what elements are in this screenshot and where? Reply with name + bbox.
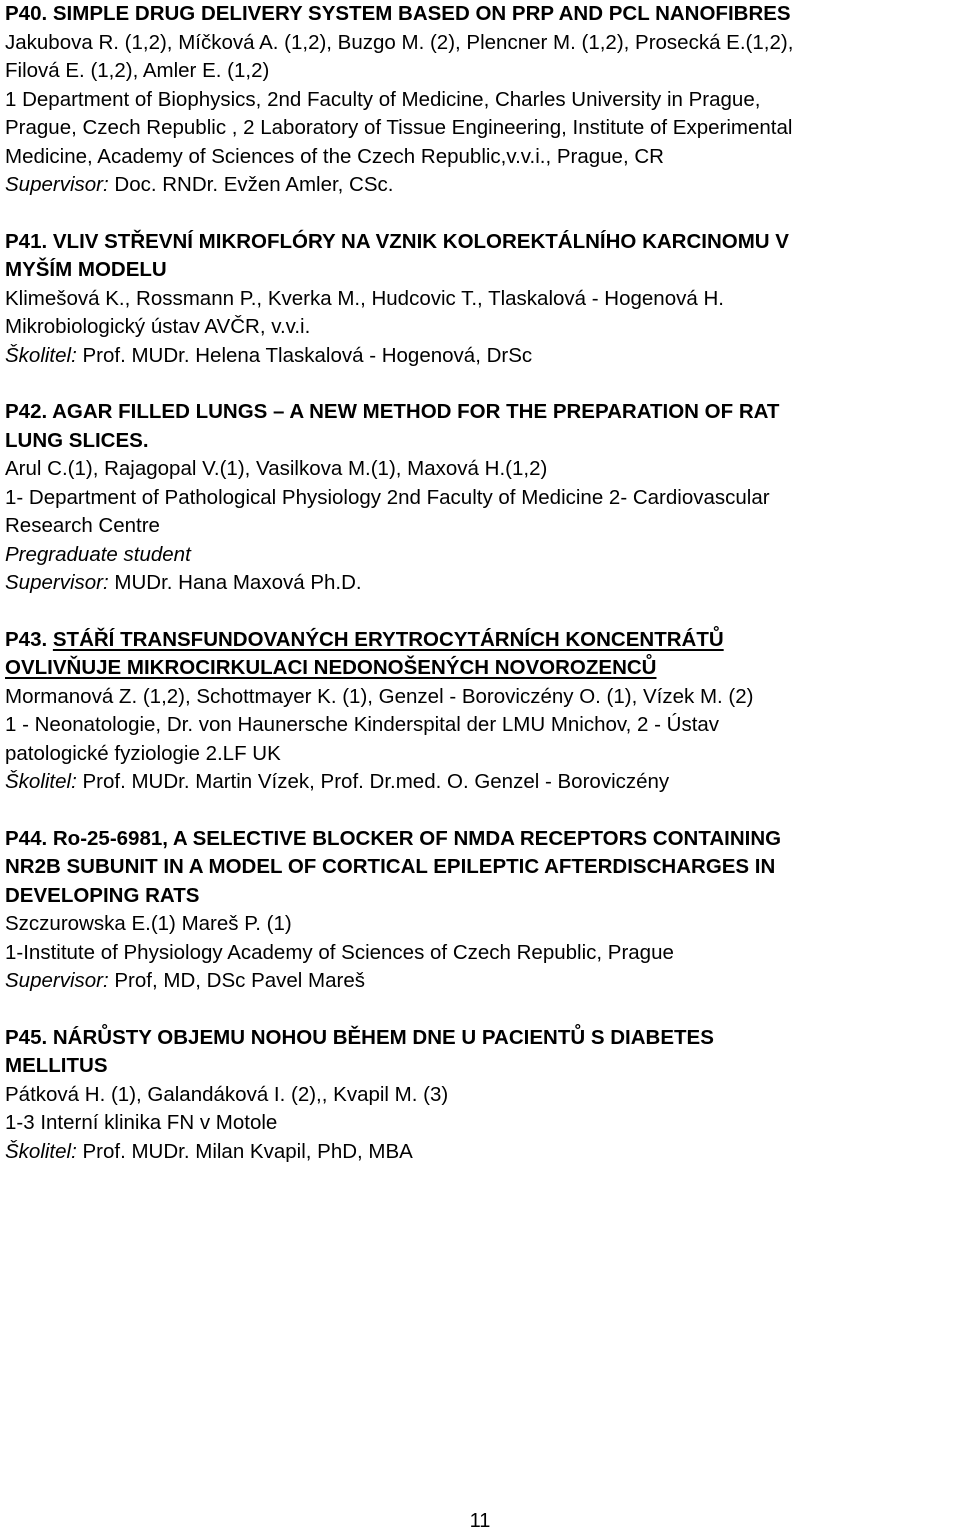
abstract-entry-p43	[5, 626, 957, 797]
entry-affiliation: Prague, Czech Republic , 2 Laboratory of Tissue Engineering, Institute of Experimental	[5, 116, 793, 139]
entry-code: P45.	[5, 1025, 48, 1049]
supervisor-label: Školitel:	[5, 770, 77, 793]
entry-supervisor	[5, 1138, 957, 1167]
entry-title-line: VLIV STŘEVNÍ MIKROFLÓRY NA VZNIK KOLOREKTÁLNÍHO KARCINOMU V	[52, 229, 789, 253]
abstract-list	[5, 0, 957, 1166]
entry-authors: Filová E. (1,2), Amler E. (1,2)	[5, 59, 270, 82]
entry-affiliation: 1 Department of Biophysics, 2nd Faculty of Medicine, Charles University in Prague,	[5, 87, 761, 111]
entry-affiliation: 1-3 Interní klinika FN v Motole	[5, 1111, 278, 1134]
entry-title	[5, 0, 957, 29]
supervisor-label: Školitel:	[5, 1139, 77, 1163]
abstract-entry-p42	[5, 398, 957, 598]
abstract-entry-p41	[5, 228, 957, 371]
entry-title-line: DEVELOPING RATS	[5, 883, 200, 907]
entry-title-line: NÁRŮSTY OBJEMU NOHOU BĚHEM DNE U PACIENTŮ S DIABETES	[52, 1025, 714, 1049]
entry-supervisor	[5, 768, 957, 797]
abstract-entry-p45	[5, 1024, 957, 1167]
entry-title	[5, 626, 957, 655]
entry-title-line: OVLIVŇUJE MIKROCIRKULACI NEDONOŠENÝCH NOVOROZENCŮ	[5, 656, 657, 679]
entry-affiliation: patologické fyziologie 2.LF UK	[5, 741, 281, 765]
entry-title-line: AGAR FILLED LUNGS – A NEW METHOD FOR THE PREPARATION OF RAT	[52, 400, 780, 423]
entry-title-line: LUNG SLICES.	[5, 428, 149, 452]
entry-authors: Jakubova R. (1,2), Míčková A. (1,2), Buzgo M. (2), Plencner M. (1,2), Prosecká E.(1,2),	[5, 30, 794, 54]
entry-title-line: Ro-25-6981, A SELECTIVE BLOCKER OF NMDA RECEPTORS CONTAINING	[52, 826, 782, 850]
entry-title	[5, 1024, 957, 1053]
entry-title-line-wrapper	[5, 654, 957, 683]
entry-code: P44.	[5, 826, 48, 850]
entry-title	[5, 398, 957, 427]
entry-title-line: STÁŘÍ TRANSFUNDOVANÝCH ERYTROCYTÁRNÍCH KONCENTRÁTŮ	[52, 627, 724, 651]
entry-title-line: MYŠÍM MODELU	[5, 258, 167, 281]
entry-affiliation: 1- Department of Pathological Physiology 2nd Faculty of Medicine 2- Cardiovascular	[5, 485, 770, 509]
entry-code: P43.	[5, 627, 48, 651]
supervisor-name: Prof. MUDr. Martin Vízek, Prof. Dr.med. O. Genzel - Boroviczény	[76, 770, 670, 793]
entry-authors: Pátková H. (1), Galandáková I. (2),, Kvapil M. (3)	[5, 1082, 449, 1106]
supervisor-label: Školitel:	[5, 343, 77, 367]
entry-affiliation: Research Centre	[5, 514, 160, 537]
entry-title-line: NR2B SUBUNIT IN A MODEL OF CORTICAL EPILEPTIC AFTERDISCHARGES IN	[5, 855, 776, 878]
page-number: 11	[469, 1510, 491, 1532]
entry-affiliation: Medicine, Academy of Sciences of the Czech Republic,v.v.i., Prague, CR	[5, 144, 664, 168]
entry-affiliation: Mikrobiologický ústav AVČR, v.v.i.	[5, 315, 311, 338]
entry-student-status: Pregraduate student	[5, 542, 191, 566]
abstract-entry-p40	[5, 0, 957, 200]
entry-supervisor	[5, 967, 957, 996]
entry-title-line: SIMPLE DRUG DELIVERY SYSTEM BASED ON PRP AND PCL NANOFIBRES	[52, 2, 791, 25]
entry-affiliation: 1 - Neonatologie, Dr. von Haunersche Kinderspital der LMU Mnichov, 2 - Ústav	[5, 713, 720, 736]
supervisor-name: Prof, MD, DSc Pavel Mareš	[108, 969, 365, 992]
entry-code: P40.	[5, 2, 48, 25]
entry-authors: Arul C.(1), Rajagopal V.(1), Vasilkova M.(1), Maxová H.(1,2)	[5, 457, 548, 480]
entry-supervisor	[5, 171, 957, 200]
supervisor-name: MUDr. Hana Maxová Ph.D.	[108, 571, 362, 594]
supervisor-label: Supervisor:	[5, 571, 109, 594]
abstract-entry-p44	[5, 825, 957, 996]
entry-supervisor	[5, 342, 957, 371]
entry-title-line: MELLITUS	[5, 1054, 108, 1077]
entry-title	[5, 825, 957, 854]
entry-authors: Szczurowska E.(1) Mareš P. (1)	[5, 912, 292, 935]
supervisor-name: Doc. RNDr. Evžen Amler, CSc.	[108, 173, 394, 196]
supervisor-label: Supervisor:	[5, 173, 109, 196]
entry-affiliation: 1-Institute of Physiology Academy of Sciences of Czech Republic, Prague	[5, 940, 674, 964]
entry-code: P42.	[5, 400, 48, 423]
entry-authors: Mormanová Z. (1,2), Schottmayer K. (1), Genzel - Boroviczény O. (1), Vízek M. (2)	[5, 684, 754, 708]
entry-code: P41.	[5, 229, 48, 253]
supervisor-name: Prof. MUDr. Milan Kvapil, PhD, MBA	[76, 1139, 413, 1163]
entry-authors: Klimešová K., Rossmann P., Kverka M., Hudcovic T., Tlaskalová - Hogenová H.	[5, 286, 724, 310]
supervisor-name: Prof. MUDr. Helena Tlaskalová - Hogenová, DrSc	[76, 343, 533, 367]
supervisor-label: Supervisor:	[5, 969, 109, 992]
entry-supervisor	[5, 569, 957, 598]
entry-title	[5, 228, 957, 257]
